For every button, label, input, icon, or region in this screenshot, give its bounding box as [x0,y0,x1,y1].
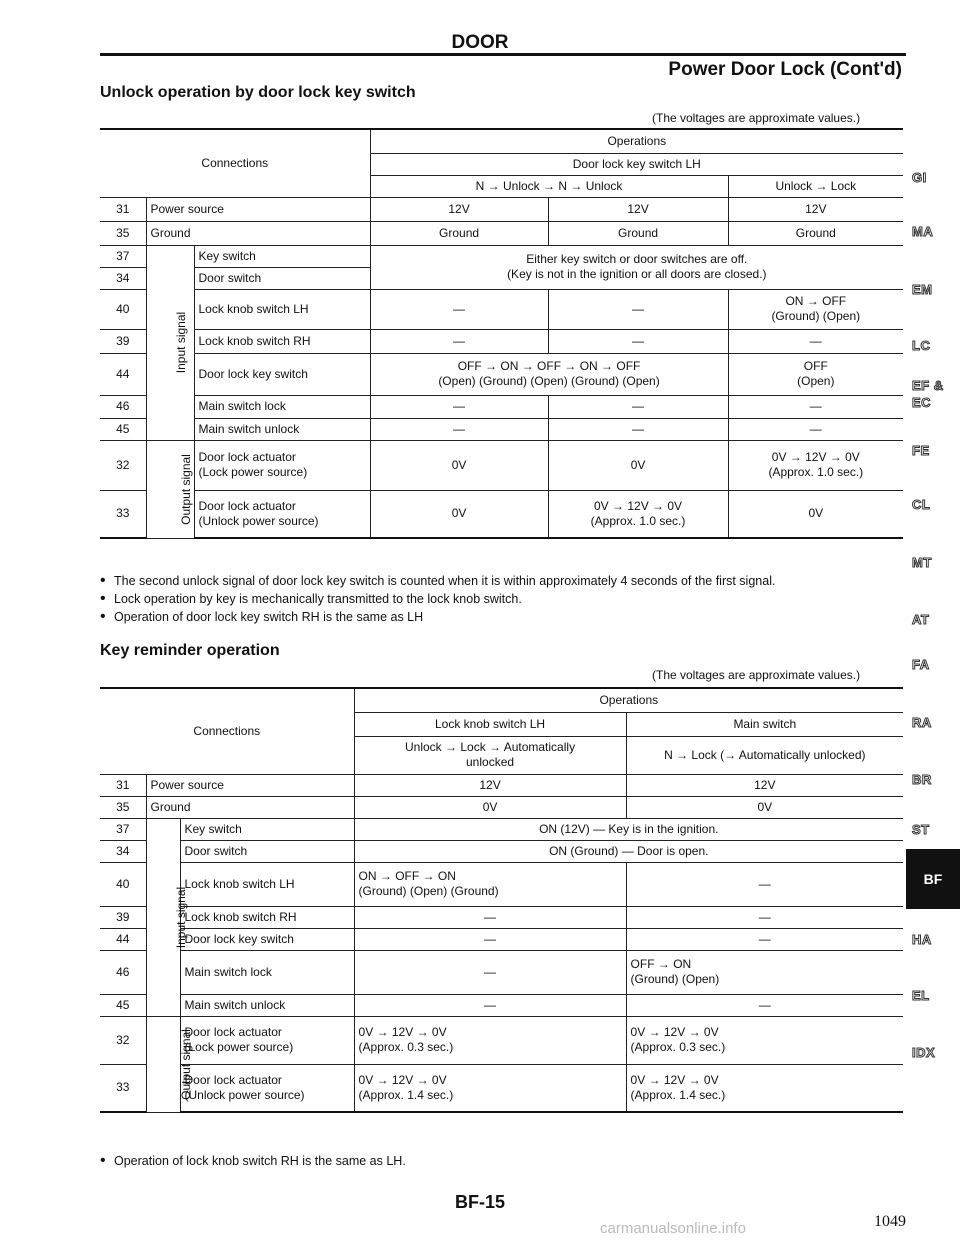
table-row: 37 Input signal Key switch Either key switch or door switches are off. (Key is not in the ignition or all doors are closed.) [100,245,903,267]
section2-notes: • Operation of lock knob switch RH is the same as LH. [100,1152,900,1170]
output-signal-group: Output signal [146,1016,180,1112]
output-signal-group: Output signal [146,440,194,538]
side-tab-mt[interactable]: MT [912,555,932,570]
side-tab-idx[interactable]: IDX [912,1045,936,1060]
section-header: DOOR [451,32,509,53]
page-id: BF-15 [454,1192,505,1212]
side-tab-ma[interactable]: MA [912,224,934,239]
side-tab-ec[interactable]: EC [912,395,932,410]
table-row: 44 Door lock key switch — — [100,928,903,950]
table-row: 40 Lock knob switch LH ON → OFF → ON (Ground) (Open) (Ground) — [100,862,903,906]
h-knob: Lock knob switch LH [354,712,626,736]
table-row: 32 Output signal Door lock actuator (Lock power source) 0V → 12V → 0V (Approx. 0.3 sec.) 0V → 12V → 0V (Approx. 0.3 sec.) [100,1016,903,1064]
table-row: 31 Power source 12V 12V [100,774,903,796]
table-row: 33 Door lock actuator (Unlock power source) 0V → 12V → 0V (Approx. 1.4 sec.) 0V → 12V → 0V (Approx. 1.4 sec.) [100,1064,903,1112]
watermark: carmanualsonline.info [600,1220,746,1237]
table-row: 37 Input signal Key switch ON (12V) — Key is in the ignition. [100,818,903,840]
page-number: 1049 [874,1213,906,1230]
table-row: 39 Lock knob switch RH — — [100,906,903,928]
side-tab-em[interactable]: EM [912,282,933,297]
unlock-operation-table [100,128,903,539]
section1-notes: • The second unlock signal of door lock key switch is counted when it is within approximately 4 seconds of the first signal. • Lock operation by key is mechanically transmitted to the lock knob switch. • Operation of door lock key switch RH is the same as LH [100,572,900,626]
side-tab-lc[interactable]: LC [912,338,931,353]
side-tab-fa[interactable]: FA [912,657,930,672]
h-switch: Door lock key switch LH [370,153,903,175]
header-rule [100,53,906,56]
table-row: 32 Output signal Door lock actuator (Lock power source) 0V 0V 0V → 12V → 0V (Approx. 1.0 sec.) [100,440,903,490]
table-row: 46 Main switch lock — — — [100,395,903,418]
section1-note: (The voltages are approximate values.) [652,111,861,125]
side-tab-st[interactable]: ST [912,822,930,837]
h-main: Main switch [626,712,903,736]
side-tab-at[interactable]: AT [912,612,930,627]
key-reminder-table: Connections Operations Lock knob switch LH Main switch Unlock → Lock → Automatically unlocked N → Lock (→ Automatically unlocked) 31 Power source 12V 12V 35 Ground 0V 0V 37 Input signal Key switch ON (12V) — Key is in the ignition. 34 Door switch ON (Ground) — Door is open. 40 Lock knob switch LH ON → OFF → ON (Ground) (Open) (Ground) — 39 Lock knob switch RH — — 44 Door lock key switch — — 46 Main switch lock — OFF → ON (Ground) (Open) 45 Main switch unlock — — 32 Output signal Door lock actuator (Lock power source) 0V → 12V → 0V (Approx. 0.3 sec.) 0V → 12V → 0V (Approx. 0.3 sec.) 33 Door lock actuator (Unlock power source) 0V → 12V → 0V (Approx. 1.4 sec.) 0V → 12V → 0V (Approx. 1.4 sec.) [100,687,903,1113]
side-tab-ha[interactable]: HA [912,932,932,947]
table-row: 34 Door switch ON (Ground) — Door is open. [100,840,903,862]
side-tab-el[interactable]: EL [912,988,930,1003]
either-note: Either key switch or door switches are off. (Key is not in the ignition or all doors are closed.) [370,245,903,289]
table-row: 44 Door lock key switch OFF → ON → OFF → ON → OFF (Open) (Ground) (Open) (Ground) (Open) OFF (Open) [100,353,903,395]
section2-title: Key reminder operation [100,642,280,659]
page-title: Power Door Lock (Cont'd) [668,59,902,80]
table-row: 33 Door lock actuator (Unlock power source) 0V 0V → 12V → 0V (Approx. 1.0 sec.) 0V [100,490,903,538]
h-seq2: Unlock → Lock [728,175,903,197]
table-row: 46 Main switch lock — OFF → ON (Ground) (Open) [100,950,903,994]
h-operations: Operations [370,129,903,153]
table-row: 34 Door switch [100,267,903,289]
table-row: 45 Main switch unlock — — — [100,418,903,440]
section2-note: (The voltages are approximate values.) [652,668,861,682]
side-tab-ra[interactable]: RA [912,715,932,730]
input-signal-group: Input signal [146,245,194,440]
h-seq1: N → Unlock → N → Unlock [370,175,728,197]
table-row: 35 Ground Ground Ground Ground [100,221,903,245]
side-tab-bf-active[interactable]: BF [906,849,960,909]
input-signal-group: Input signal [146,818,180,1016]
side-tab-gi[interactable]: GI [912,170,927,185]
h-connections: Connections [100,688,354,774]
side-tab-ef[interactable]: EF & [912,378,944,393]
table-row: 40 Lock knob switch LH — — ON → OFF (Ground) (Open) [100,289,903,329]
h-operations: Operations [354,688,903,712]
table-row: 45 Main switch unlock — — [100,994,903,1016]
side-tab-cl[interactable]: CL [912,497,931,512]
side-tab-fe[interactable]: FE [912,443,930,458]
table-row: 31 Power source 12V 12V 12V [100,197,903,221]
table-row: 39 Lock knob switch RH — — — [100,329,903,353]
side-tab-br[interactable]: BR [912,772,932,787]
section1-title: Unlock operation by door lock key switch [100,84,416,101]
h-connections: Connections [100,129,370,197]
table-row: 35 Ground 0V 0V [100,796,903,818]
